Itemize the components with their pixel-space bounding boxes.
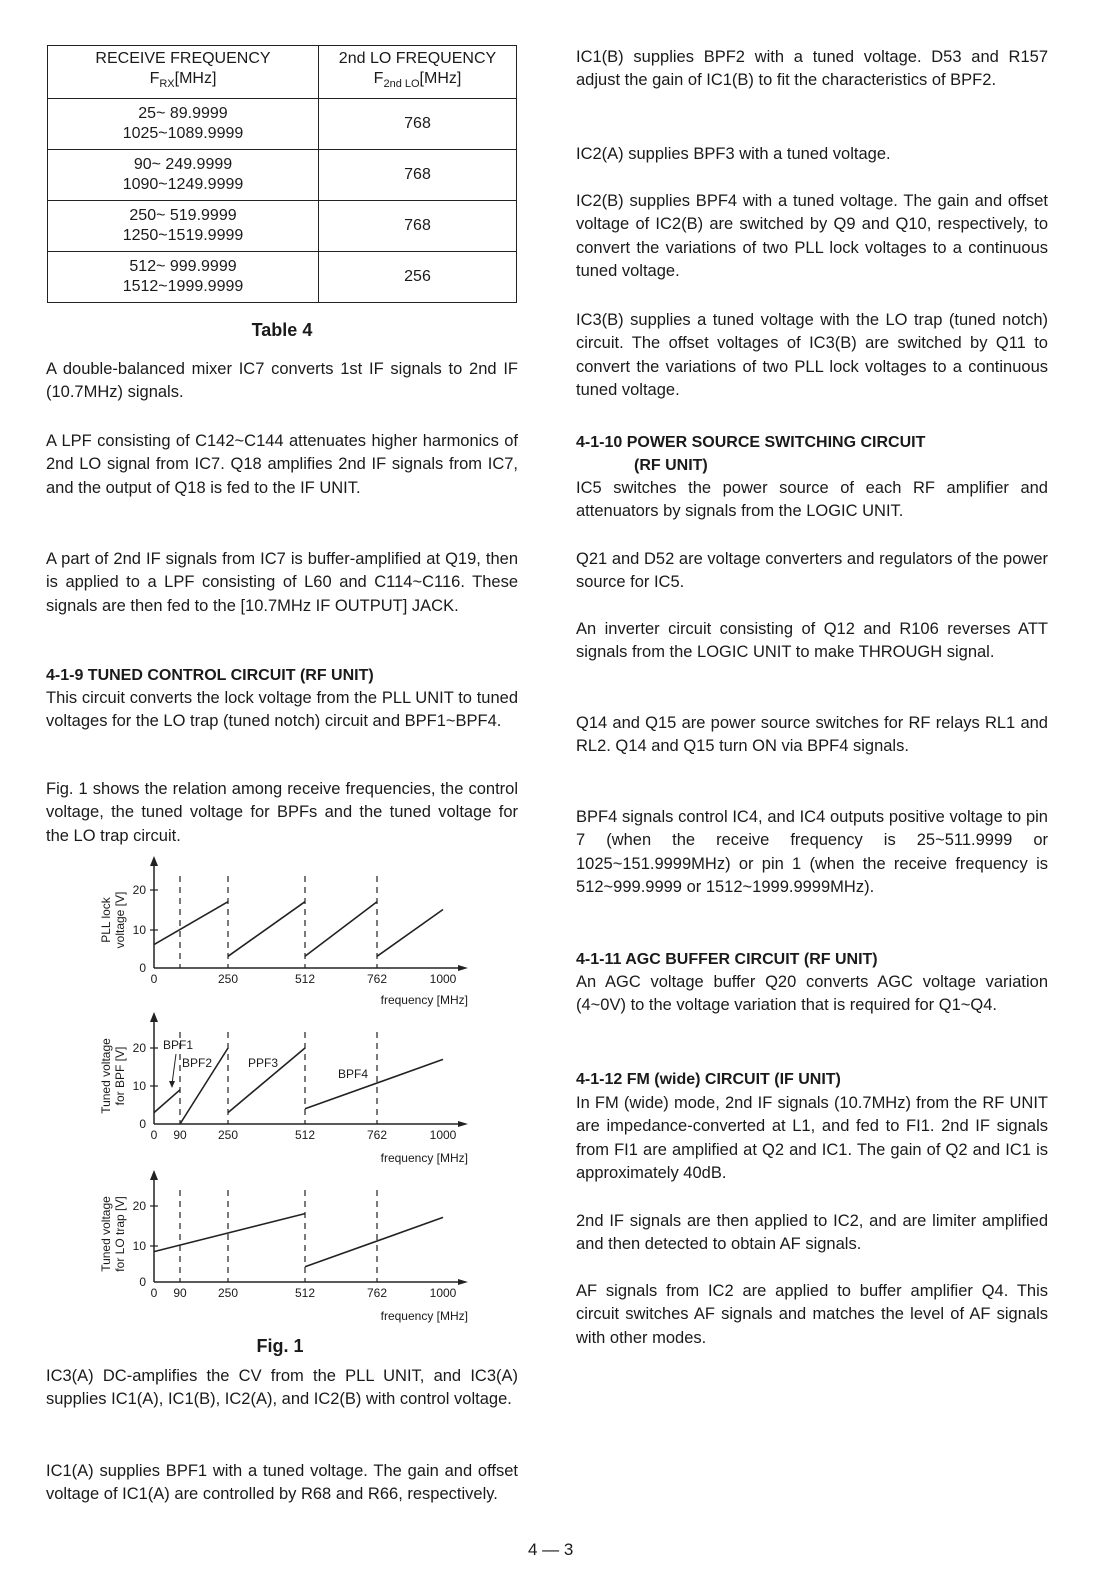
- paragraph: An inverter circuit consisting of Q12 and R106 reverses ATT signals from the LOGIC UNIT to make THROUGH signal.: [576, 620, 1048, 662]
- paragraph: IC1(A) supplies BPF1 with a tuned voltage. The gain and offset voltage of IC1(A) are controlled by R68 and R66, respectively.: [46, 1462, 518, 1504]
- x-tick-label: 0: [150, 1286, 158, 1300]
- paragraph: BPF4 signals control IC4, and IC4 outputs positive voltage to pin 7 (when the receive frequency is 25~511.9999 or 1025~151.9999MHz) or pin 1 (when the receive frequency is 512~999.9999 or 1512~1999.9999MHz).: [576, 808, 1048, 896]
- paragraph: IC3(B) supplies a tuned voltage with the LO trap (tuned notch) circuit. The offset voltages of IC3(B) are switched by Q11 to convert the variations of two PLL lock voltages to a continuous tuned voltage.: [576, 311, 1048, 399]
- x-tick-label: 250: [217, 1128, 239, 1142]
- section-heading: 4-1-10 POWER SOURCE SWITCHING CIRCUIT (RF UNIT): [576, 434, 926, 474]
- paragraph: Fig. 1 shows the relation among receive frequencies, the control voltage, the tuned voltage for BPFs and the tuned voltage for the LO trap circuit.: [46, 780, 518, 845]
- paragraph: A LPF consisting of C142~C144 attenuates higher harmonics of 2nd LO signal from IC7. Q18 amplifies 2nd IF signals from IC7, and the output of Q18 is fed to the IF UNIT.: [46, 432, 518, 497]
- annotation-label: BPF2: [182, 1056, 213, 1070]
- table-row: 512~ 999.9999 1512~1999.9999 256: [48, 252, 517, 303]
- x-tick-label: 250: [217, 972, 239, 986]
- paragraph: IC2(B) supplies BPF4 with a tuned voltage. The gain and offset voltage of IC2(B) are switched by Q9 and Q10, respectively, to convert the variations of two PLL lock voltages to a continuous tuned voltage.: [576, 192, 1048, 280]
- x-tick-label: 1000: [429, 1286, 457, 1300]
- y-tick-label: 10: [132, 1079, 146, 1093]
- table-caption: Table 4: [251, 320, 313, 340]
- annotation-label: PPF3: [248, 1056, 279, 1070]
- series-line-seg2: [228, 902, 305, 957]
- y-axis-label: PLL lock: [99, 897, 113, 943]
- series-line-bpf4: [305, 1059, 443, 1108]
- paragraph: In FM (wide) mode, 2nd IF signals (10.7MHz) from the RF UNIT are impedance-converted at L1, and fed to FI1. 2nd IF signals from FI1 are amplified at Q2 and IC1. The gain of Q2 and IC1 is approximately 40dB.: [576, 1094, 1048, 1182]
- x-axis-arrow: [458, 1279, 468, 1285]
- paragraph: This circuit converts the lock voltage from the PLL UNIT to tuned voltages for the LO trap (tuned notch) circuit and BPF1~BPF4.: [46, 689, 518, 731]
- y-tick-label: 20: [132, 1041, 146, 1055]
- x-axis-label: frequency [MHz]: [380, 1151, 468, 1165]
- paragraph: Q21 and D52 are voltage converters and regulators of the power source for IC5.: [576, 550, 1048, 592]
- y-tick-label: 0: [139, 1275, 146, 1289]
- y-axis-arrow: [150, 856, 158, 866]
- paragraph: 2nd IF signals are then applied to IC2, and are limiter amplified and then detected to obtain AF signals.: [576, 1212, 1048, 1254]
- x-axis-label: frequency [MHz]: [380, 1309, 468, 1323]
- y-tick-label: 20: [132, 1199, 146, 1213]
- figure-caption: Fig. 1: [256, 1336, 304, 1356]
- x-tick-label: 90: [173, 1128, 187, 1142]
- paragraph: AF signals from IC2 are applied to buffer amplifier Q4. This circuit switches AF signals and matches the level of AF signals with other modes.: [576, 1282, 1048, 1347]
- x-tick-label: 762: [366, 1286, 388, 1300]
- y-axis-arrow: [150, 1170, 158, 1180]
- section-heading: 4-1-12 FM (wide) CIRCUIT (IF UNIT): [576, 1071, 841, 1088]
- paragraph: A double-balanced mixer IC7 converts 1st IF signals to 2nd IF (10.7MHz) signals.: [46, 360, 518, 402]
- y-axis-label: for BPF [V]: [113, 1046, 127, 1106]
- series-line-seg3: [305, 902, 377, 957]
- y-axis-arrow: [150, 1012, 158, 1022]
- table-header-receive: RECEIVE FREQUENCY $F_{RX}[MHz]$: [48, 46, 319, 99]
- x-tick-label: 0: [150, 1128, 158, 1142]
- table-row: 25~ 89.9999 1025~1089.9999 768: [48, 99, 517, 150]
- y-axis-label: for LO trap [V]: [113, 1196, 127, 1272]
- table-row: 90~ 249.9999 1090~1249.9999 768: [48, 150, 517, 201]
- paragraph: Q14 and Q15 are power source switches for RF relays RL1 and RL2. Q14 and Q15 turn ON via BPF4 signals.: [576, 714, 1048, 756]
- x-tick-label: 512: [294, 1128, 316, 1142]
- x-axis-arrow: [458, 965, 468, 971]
- y-axis-label: Tuned voltage: [99, 1038, 113, 1114]
- table-row: 250~ 519.9999 1250~1519.9999 768: [48, 201, 517, 252]
- annotation-label: BPF1: [163, 1038, 194, 1052]
- x-tick-label: 512: [294, 972, 316, 986]
- series-line-seg4: [377, 910, 443, 957]
- y-axis-label: voltage [V]: [113, 891, 127, 949]
- paragraph: IC5 switches the power source of each RF amplifier and attenuators by signals from the LOGIC UNIT.: [576, 479, 1048, 521]
- y-tick-label: 10: [132, 923, 146, 937]
- y-axis-label: Tuned voltage: [99, 1196, 113, 1272]
- y-tick-label: 10: [132, 1239, 146, 1253]
- y-tick-label: 0: [139, 961, 146, 975]
- paragraph: An AGC voltage buffer Q20 converts AGC voltage variation (4~0V) to the voltage variation that is required for Q1~Q4.: [576, 973, 1048, 1015]
- x-axis-arrow: [458, 1121, 468, 1127]
- x-tick-label: 1000: [429, 1128, 457, 1142]
- y-tick-label: 0: [139, 1117, 146, 1131]
- section-heading: 4-1-11 AGC BUFFER CIRCUIT (RF UNIT): [576, 951, 878, 968]
- section-heading: 4-1-9 TUNED CONTROL CIRCUIT (RF UNIT): [46, 667, 374, 684]
- paragraph: A part of 2nd IF signals from IC7 is buffer-amplified at Q19, then is applied to a LPF consisting of L60 and C114~C116. These signals are then fed to the [10.7MHz IF OUTPUT] JACK.: [46, 550, 518, 615]
- x-tick-label: 250: [217, 1286, 239, 1300]
- series-line-seg1: [154, 1214, 305, 1252]
- page-number: 4 — 3: [528, 1540, 574, 1559]
- x-axis-label: frequency [MHz]: [380, 993, 468, 1007]
- x-tick-label: 0: [150, 972, 158, 986]
- paragraph: IC2(A) supplies BPF3 with a tuned voltage.: [576, 145, 891, 163]
- x-tick-label: 512: [294, 1286, 316, 1300]
- series-line-seg1: [154, 902, 228, 945]
- table-header-lo: 2nd LO FREQUENCY $F_{2nd LO}[MHz]$: [319, 46, 517, 99]
- paragraph: IC3(A) DC-amplifies the CV from the PLL UNIT, and IC3(A) supplies IC1(A), IC1(B), IC2(A), and IC2(B) with control voltage.: [46, 1367, 518, 1409]
- x-tick-label: 762: [366, 972, 388, 986]
- y-tick-label: 20: [132, 883, 146, 897]
- paragraph: IC1(B) supplies BPF2 with a tuned voltage. D53 and R157 adjust the gain of IC1(B) to fit the characteristics of BPF2.: [576, 48, 1048, 90]
- x-tick-label: 1000: [429, 972, 457, 986]
- x-tick-label: 762: [366, 1128, 388, 1142]
- series-line-seg2: [305, 1217, 443, 1266]
- annotation-arrow: [169, 1081, 175, 1088]
- annotation-pointer: [172, 1054, 176, 1084]
- annotation-label: BPF4: [338, 1067, 369, 1081]
- x-tick-label: 90: [173, 1286, 187, 1300]
- series-line-bpf1: [154, 1090, 180, 1113]
